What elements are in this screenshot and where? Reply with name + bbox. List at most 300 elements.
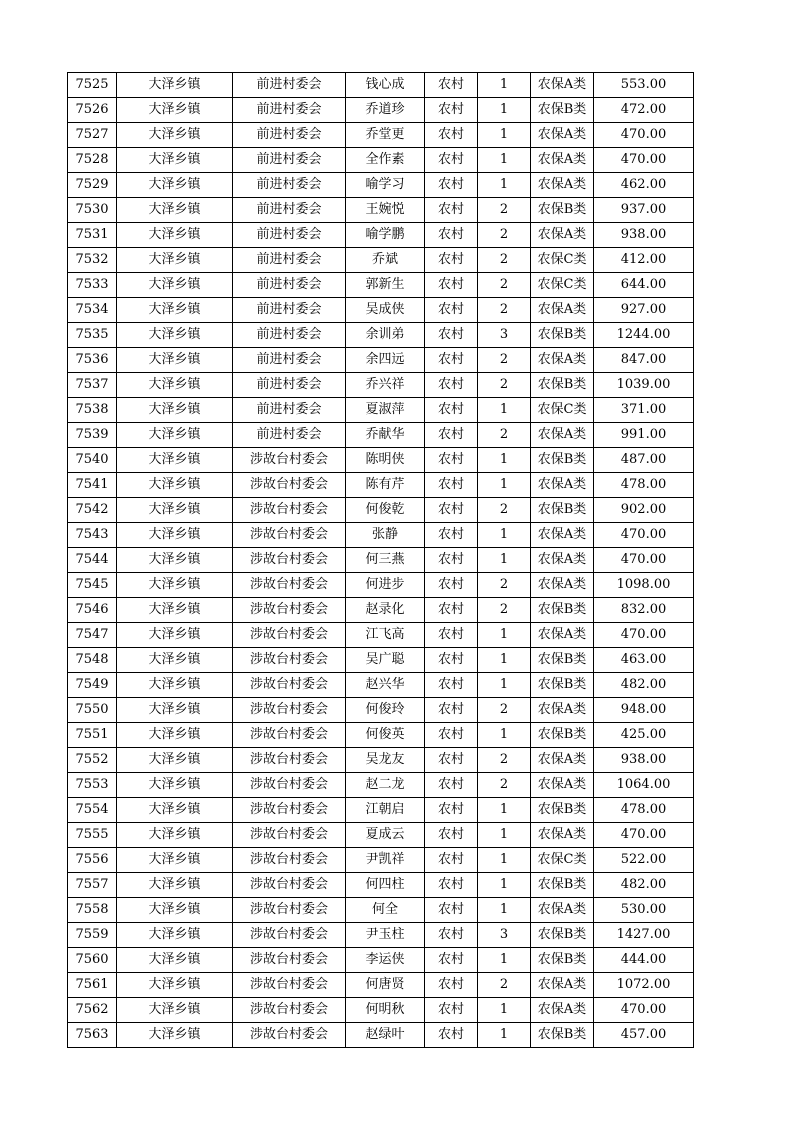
- village-cell: 涉故台村委会: [233, 573, 346, 598]
- village-cell: 前进村委会: [233, 173, 346, 198]
- amount-cell: 425.00: [594, 723, 694, 748]
- insurance-class-cell: 农保B类: [531, 98, 594, 123]
- table-row: [68, 548, 694, 573]
- insurance-class-cell: 农保A类: [531, 898, 594, 923]
- row-number: 7525: [68, 73, 117, 98]
- town-cell: 大泽乡镇: [117, 948, 233, 973]
- insurance-class-cell: 农保B类: [531, 798, 594, 823]
- row-number: 7539: [68, 423, 117, 448]
- household-count-cell: 1: [478, 1023, 531, 1048]
- name-cell: 何唐贤: [346, 973, 425, 998]
- town-cell: 大泽乡镇: [117, 873, 233, 898]
- household-count-cell: 2: [478, 748, 531, 773]
- row-number: 7559: [68, 923, 117, 948]
- amount-cell: 644.00: [594, 273, 694, 298]
- town-cell: 大泽乡镇: [117, 623, 233, 648]
- insurance-class-cell: 农保B类: [531, 373, 594, 398]
- table-row: [68, 198, 694, 223]
- name-cell: 何进步: [346, 573, 425, 598]
- household-count-cell: 1: [478, 73, 531, 98]
- amount-cell: 937.00: [594, 198, 694, 223]
- town-cell: 大泽乡镇: [117, 73, 233, 98]
- town-cell: 大泽乡镇: [117, 673, 233, 698]
- town-cell: 大泽乡镇: [117, 298, 233, 323]
- village-cell: 前进村委会: [233, 198, 346, 223]
- table-row: [68, 673, 694, 698]
- table-row: [68, 223, 694, 248]
- amount-cell: 457.00: [594, 1023, 694, 1048]
- data-table: [67, 72, 694, 1048]
- table-row: [68, 623, 694, 648]
- name-cell: 尹凯祥: [346, 848, 425, 873]
- name-cell: 何俊玲: [346, 698, 425, 723]
- town-cell: 大泽乡镇: [117, 923, 233, 948]
- area-type-cell: 农村: [425, 198, 478, 223]
- town-cell: 大泽乡镇: [117, 1023, 233, 1048]
- insurance-class-cell: 农保A类: [531, 173, 594, 198]
- insurance-class-cell: 农保A类: [531, 473, 594, 498]
- name-cell: 李运侠: [346, 948, 425, 973]
- town-cell: 大泽乡镇: [117, 473, 233, 498]
- table-row: [68, 98, 694, 123]
- insurance-class-cell: 农保B类: [531, 948, 594, 973]
- table-row: [68, 448, 694, 473]
- name-cell: 江朝启: [346, 798, 425, 823]
- row-number: 7526: [68, 98, 117, 123]
- insurance-class-cell: 农保A类: [531, 223, 594, 248]
- amount-cell: 478.00: [594, 798, 694, 823]
- amount-cell: 470.00: [594, 123, 694, 148]
- table-row: [68, 973, 694, 998]
- row-number: 7563: [68, 1023, 117, 1048]
- amount-cell: 371.00: [594, 398, 694, 423]
- row-number: 7536: [68, 348, 117, 373]
- amount-cell: 553.00: [594, 73, 694, 98]
- area-type-cell: 农村: [425, 748, 478, 773]
- area-type-cell: 农村: [425, 73, 478, 98]
- row-number: 7555: [68, 823, 117, 848]
- village-cell: 前进村委会: [233, 273, 346, 298]
- table-row: [68, 748, 694, 773]
- area-type-cell: 农村: [425, 98, 478, 123]
- area-type-cell: 农村: [425, 948, 478, 973]
- amount-cell: 847.00: [594, 348, 694, 373]
- village-cell: 前进村委会: [233, 248, 346, 273]
- area-type-cell: 农村: [425, 773, 478, 798]
- town-cell: 大泽乡镇: [117, 723, 233, 748]
- name-cell: 何全: [346, 898, 425, 923]
- area-type-cell: 农村: [425, 148, 478, 173]
- insurance-class-cell: 农保A类: [531, 773, 594, 798]
- area-type-cell: 农村: [425, 473, 478, 498]
- village-cell: 涉故台村委会: [233, 598, 346, 623]
- table-body: [68, 73, 694, 1048]
- name-cell: 赵录化: [346, 598, 425, 623]
- village-cell: 涉故台村委会: [233, 1023, 346, 1048]
- insurance-class-cell: 农保C类: [531, 848, 594, 873]
- table-row: [68, 523, 694, 548]
- household-count-cell: 2: [478, 698, 531, 723]
- name-cell: 何四柱: [346, 873, 425, 898]
- name-cell: 郭新生: [346, 273, 425, 298]
- row-number: 7527: [68, 123, 117, 148]
- row-number: 7532: [68, 248, 117, 273]
- name-cell: 乔兴祥: [346, 373, 425, 398]
- household-count-cell: 1: [478, 873, 531, 898]
- name-cell: 喻学习: [346, 173, 425, 198]
- village-cell: 前进村委会: [233, 373, 346, 398]
- amount-cell: 1427.00: [594, 923, 694, 948]
- village-cell: 前进村委会: [233, 73, 346, 98]
- household-count-cell: 2: [478, 373, 531, 398]
- household-count-cell: 1: [478, 523, 531, 548]
- village-cell: 涉故台村委会: [233, 498, 346, 523]
- name-cell: 全作素: [346, 148, 425, 173]
- village-cell: 涉故台村委会: [233, 698, 346, 723]
- area-type-cell: 农村: [425, 873, 478, 898]
- insurance-class-cell: 农保C类: [531, 273, 594, 298]
- household-count-cell: 1: [478, 823, 531, 848]
- town-cell: 大泽乡镇: [117, 548, 233, 573]
- town-cell: 大泽乡镇: [117, 998, 233, 1023]
- insurance-class-cell: 农保A类: [531, 123, 594, 148]
- area-type-cell: 农村: [425, 223, 478, 248]
- household-count-cell: 1: [478, 673, 531, 698]
- household-count-cell: 1: [478, 998, 531, 1023]
- household-count-cell: 1: [478, 848, 531, 873]
- name-cell: 赵二龙: [346, 773, 425, 798]
- row-number: 7562: [68, 998, 117, 1023]
- row-number: 7558: [68, 898, 117, 923]
- area-type-cell: 农村: [425, 623, 478, 648]
- table-row: [68, 123, 694, 148]
- town-cell: 大泽乡镇: [117, 373, 233, 398]
- area-type-cell: 农村: [425, 823, 478, 848]
- name-cell: 钱心成: [346, 73, 425, 98]
- table-row: [68, 348, 694, 373]
- village-cell: 前进村委会: [233, 398, 346, 423]
- row-number: 7543: [68, 523, 117, 548]
- name-cell: 何明秋: [346, 998, 425, 1023]
- village-cell: 前进村委会: [233, 148, 346, 173]
- amount-cell: 1244.00: [594, 323, 694, 348]
- amount-cell: 412.00: [594, 248, 694, 273]
- name-cell: 乔献华: [346, 423, 425, 448]
- table-row: [68, 923, 694, 948]
- amount-cell: 462.00: [594, 173, 694, 198]
- amount-cell: 902.00: [594, 498, 694, 523]
- row-number: 7549: [68, 673, 117, 698]
- name-cell: 夏成云: [346, 823, 425, 848]
- table-row: [68, 698, 694, 723]
- village-cell: 涉故台村委会: [233, 973, 346, 998]
- area-type-cell: 农村: [425, 573, 478, 598]
- household-count-cell: 2: [478, 298, 531, 323]
- row-number: 7535: [68, 323, 117, 348]
- insurance-class-cell: 农保A类: [531, 423, 594, 448]
- town-cell: 大泽乡镇: [117, 198, 233, 223]
- table-row: [68, 898, 694, 923]
- household-count-cell: 1: [478, 648, 531, 673]
- row-number: 7538: [68, 398, 117, 423]
- insurance-class-cell: 农保A类: [531, 823, 594, 848]
- town-cell: 大泽乡镇: [117, 898, 233, 923]
- amount-cell: 470.00: [594, 548, 694, 573]
- village-cell: 涉故台村委会: [233, 948, 346, 973]
- household-count-cell: 1: [478, 798, 531, 823]
- village-cell: 涉故台村委会: [233, 448, 346, 473]
- row-number: 7551: [68, 723, 117, 748]
- name-cell: 陈明侠: [346, 448, 425, 473]
- table-row: [68, 373, 694, 398]
- household-count-cell: 1: [478, 148, 531, 173]
- area-type-cell: 农村: [425, 673, 478, 698]
- insurance-class-cell: 农保A类: [531, 548, 594, 573]
- table-row: [68, 148, 694, 173]
- household-count-cell: 1: [478, 948, 531, 973]
- table-row: [68, 473, 694, 498]
- row-number: 7553: [68, 773, 117, 798]
- table-row: [68, 398, 694, 423]
- household-count-cell: 1: [478, 398, 531, 423]
- name-cell: 乔斌: [346, 248, 425, 273]
- household-count-cell: 2: [478, 248, 531, 273]
- table-row: [68, 598, 694, 623]
- name-cell: 余训弟: [346, 323, 425, 348]
- area-type-cell: 农村: [425, 423, 478, 448]
- area-type-cell: 农村: [425, 898, 478, 923]
- insurance-class-cell: 农保B类: [531, 873, 594, 898]
- name-cell: 何俊乾: [346, 498, 425, 523]
- table-row: [68, 998, 694, 1023]
- amount-cell: 1072.00: [594, 973, 694, 998]
- row-number: 7546: [68, 598, 117, 623]
- row-number: 7557: [68, 873, 117, 898]
- insurance-class-cell: 农保B类: [531, 923, 594, 948]
- area-type-cell: 农村: [425, 973, 478, 998]
- insurance-class-cell: 农保A类: [531, 748, 594, 773]
- row-number: 7554: [68, 798, 117, 823]
- table-row: [68, 423, 694, 448]
- name-cell: 乔堂更: [346, 123, 425, 148]
- row-number: 7552: [68, 748, 117, 773]
- amount-cell: 832.00: [594, 598, 694, 623]
- household-count-cell: 2: [478, 773, 531, 798]
- row-number: 7560: [68, 948, 117, 973]
- area-type-cell: 农村: [425, 448, 478, 473]
- town-cell: 大泽乡镇: [117, 973, 233, 998]
- village-cell: 前进村委会: [233, 323, 346, 348]
- row-number: 7540: [68, 448, 117, 473]
- table-row: [68, 823, 694, 848]
- name-cell: 张静: [346, 523, 425, 548]
- amount-cell: 472.00: [594, 98, 694, 123]
- town-cell: 大泽乡镇: [117, 273, 233, 298]
- amount-cell: 487.00: [594, 448, 694, 473]
- area-type-cell: 农村: [425, 648, 478, 673]
- town-cell: 大泽乡镇: [117, 248, 233, 273]
- insurance-class-cell: 农保A类: [531, 73, 594, 98]
- insurance-class-cell: 农保A类: [531, 298, 594, 323]
- town-cell: 大泽乡镇: [117, 448, 233, 473]
- insurance-class-cell: 农保B类: [531, 323, 594, 348]
- household-count-cell: 1: [478, 173, 531, 198]
- insurance-class-cell: 农保B类: [531, 1023, 594, 1048]
- household-count-cell: 1: [478, 548, 531, 573]
- town-cell: 大泽乡镇: [117, 823, 233, 848]
- village-cell: 涉故台村委会: [233, 873, 346, 898]
- amount-cell: 991.00: [594, 423, 694, 448]
- town-cell: 大泽乡镇: [117, 148, 233, 173]
- insurance-class-cell: 农保B类: [531, 723, 594, 748]
- amount-cell: 482.00: [594, 673, 694, 698]
- village-cell: 涉故台村委会: [233, 673, 346, 698]
- insurance-class-cell: 农保A类: [531, 998, 594, 1023]
- name-cell: 赵兴华: [346, 673, 425, 698]
- area-type-cell: 农村: [425, 373, 478, 398]
- amount-cell: 938.00: [594, 223, 694, 248]
- insurance-class-cell: 农保A类: [531, 573, 594, 598]
- household-count-cell: 2: [478, 198, 531, 223]
- insurance-class-cell: 农保C类: [531, 248, 594, 273]
- area-type-cell: 农村: [425, 323, 478, 348]
- household-count-cell: 2: [478, 973, 531, 998]
- household-count-cell: 1: [478, 473, 531, 498]
- row-number: 7528: [68, 148, 117, 173]
- amount-cell: 470.00: [594, 823, 694, 848]
- village-cell: 前进村委会: [233, 348, 346, 373]
- area-type-cell: 农村: [425, 298, 478, 323]
- area-type-cell: 农村: [425, 598, 478, 623]
- town-cell: 大泽乡镇: [117, 98, 233, 123]
- area-type-cell: 农村: [425, 248, 478, 273]
- amount-cell: 1039.00: [594, 373, 694, 398]
- table-row: [68, 273, 694, 298]
- table-row: [68, 173, 694, 198]
- area-type-cell: 农村: [425, 548, 478, 573]
- row-number: 7533: [68, 273, 117, 298]
- name-cell: 何三燕: [346, 548, 425, 573]
- amount-cell: 530.00: [594, 898, 694, 923]
- row-number: 7544: [68, 548, 117, 573]
- amount-cell: 470.00: [594, 148, 694, 173]
- row-number: 7529: [68, 173, 117, 198]
- table-row: [68, 73, 694, 98]
- area-type-cell: 农村: [425, 173, 478, 198]
- village-cell: 涉故台村委会: [233, 723, 346, 748]
- town-cell: 大泽乡镇: [117, 573, 233, 598]
- village-cell: 前进村委会: [233, 423, 346, 448]
- amount-cell: 463.00: [594, 648, 694, 673]
- insurance-class-cell: 农保A类: [531, 623, 594, 648]
- town-cell: 大泽乡镇: [117, 223, 233, 248]
- row-number: 7547: [68, 623, 117, 648]
- village-cell: 涉故台村委会: [233, 523, 346, 548]
- household-count-cell: 2: [478, 498, 531, 523]
- name-cell: 赵绿叶: [346, 1023, 425, 1048]
- insurance-class-cell: 农保A类: [531, 148, 594, 173]
- village-cell: 涉故台村委会: [233, 748, 346, 773]
- area-type-cell: 农村: [425, 523, 478, 548]
- town-cell: 大泽乡镇: [117, 523, 233, 548]
- town-cell: 大泽乡镇: [117, 398, 233, 423]
- name-cell: 吴龙友: [346, 748, 425, 773]
- town-cell: 大泽乡镇: [117, 123, 233, 148]
- town-cell: 大泽乡镇: [117, 798, 233, 823]
- village-cell: 涉故台村委会: [233, 548, 346, 573]
- table-row: [68, 573, 694, 598]
- amount-cell: 470.00: [594, 998, 694, 1023]
- table-row: [68, 873, 694, 898]
- village-cell: 前进村委会: [233, 98, 346, 123]
- insurance-class-cell: 农保B类: [531, 498, 594, 523]
- table-row: [68, 248, 694, 273]
- household-count-cell: 1: [478, 123, 531, 148]
- area-type-cell: 农村: [425, 1023, 478, 1048]
- name-cell: 吴广聪: [346, 648, 425, 673]
- name-cell: 尹玉柱: [346, 923, 425, 948]
- table-row: [68, 723, 694, 748]
- name-cell: 喻学鹏: [346, 223, 425, 248]
- area-type-cell: 农村: [425, 998, 478, 1023]
- insurance-class-cell: 农保A类: [531, 523, 594, 548]
- household-count-cell: 1: [478, 623, 531, 648]
- town-cell: 大泽乡镇: [117, 848, 233, 873]
- row-number: 7556: [68, 848, 117, 873]
- household-count-cell: 2: [478, 573, 531, 598]
- table-row: [68, 773, 694, 798]
- village-cell: 涉故台村委会: [233, 998, 346, 1023]
- household-count-cell: 3: [478, 923, 531, 948]
- amount-cell: 482.00: [594, 873, 694, 898]
- household-count-cell: 2: [478, 598, 531, 623]
- insurance-class-cell: 农保A类: [531, 698, 594, 723]
- insurance-class-cell: 农保C类: [531, 398, 594, 423]
- town-cell: 大泽乡镇: [117, 648, 233, 673]
- village-cell: 涉故台村委会: [233, 798, 346, 823]
- village-cell: 前进村委会: [233, 123, 346, 148]
- area-type-cell: 农村: [425, 348, 478, 373]
- name-cell: 余四远: [346, 348, 425, 373]
- insurance-class-cell: 农保B类: [531, 198, 594, 223]
- household-count-cell: 2: [478, 348, 531, 373]
- insurance-class-cell: 农保B类: [531, 673, 594, 698]
- row-number: 7531: [68, 223, 117, 248]
- table-row: [68, 948, 694, 973]
- household-count-cell: 2: [478, 423, 531, 448]
- area-type-cell: 农村: [425, 273, 478, 298]
- name-cell: 江飞高: [346, 623, 425, 648]
- amount-cell: 470.00: [594, 623, 694, 648]
- name-cell: 何俊英: [346, 723, 425, 748]
- amount-cell: 927.00: [594, 298, 694, 323]
- area-type-cell: 农村: [425, 123, 478, 148]
- insurance-class-cell: 农保B类: [531, 648, 594, 673]
- village-cell: 涉故台村委会: [233, 898, 346, 923]
- household-count-cell: 2: [478, 273, 531, 298]
- table-row: [68, 648, 694, 673]
- insurance-class-cell: 农保A类: [531, 973, 594, 998]
- row-number: 7548: [68, 648, 117, 673]
- table-row: [68, 323, 694, 348]
- village-cell: 涉故台村委会: [233, 773, 346, 798]
- amount-cell: 1098.00: [594, 573, 694, 598]
- row-number: 7530: [68, 198, 117, 223]
- table-row: [68, 498, 694, 523]
- town-cell: 大泽乡镇: [117, 498, 233, 523]
- amount-cell: 1064.00: [594, 773, 694, 798]
- amount-cell: 522.00: [594, 848, 694, 873]
